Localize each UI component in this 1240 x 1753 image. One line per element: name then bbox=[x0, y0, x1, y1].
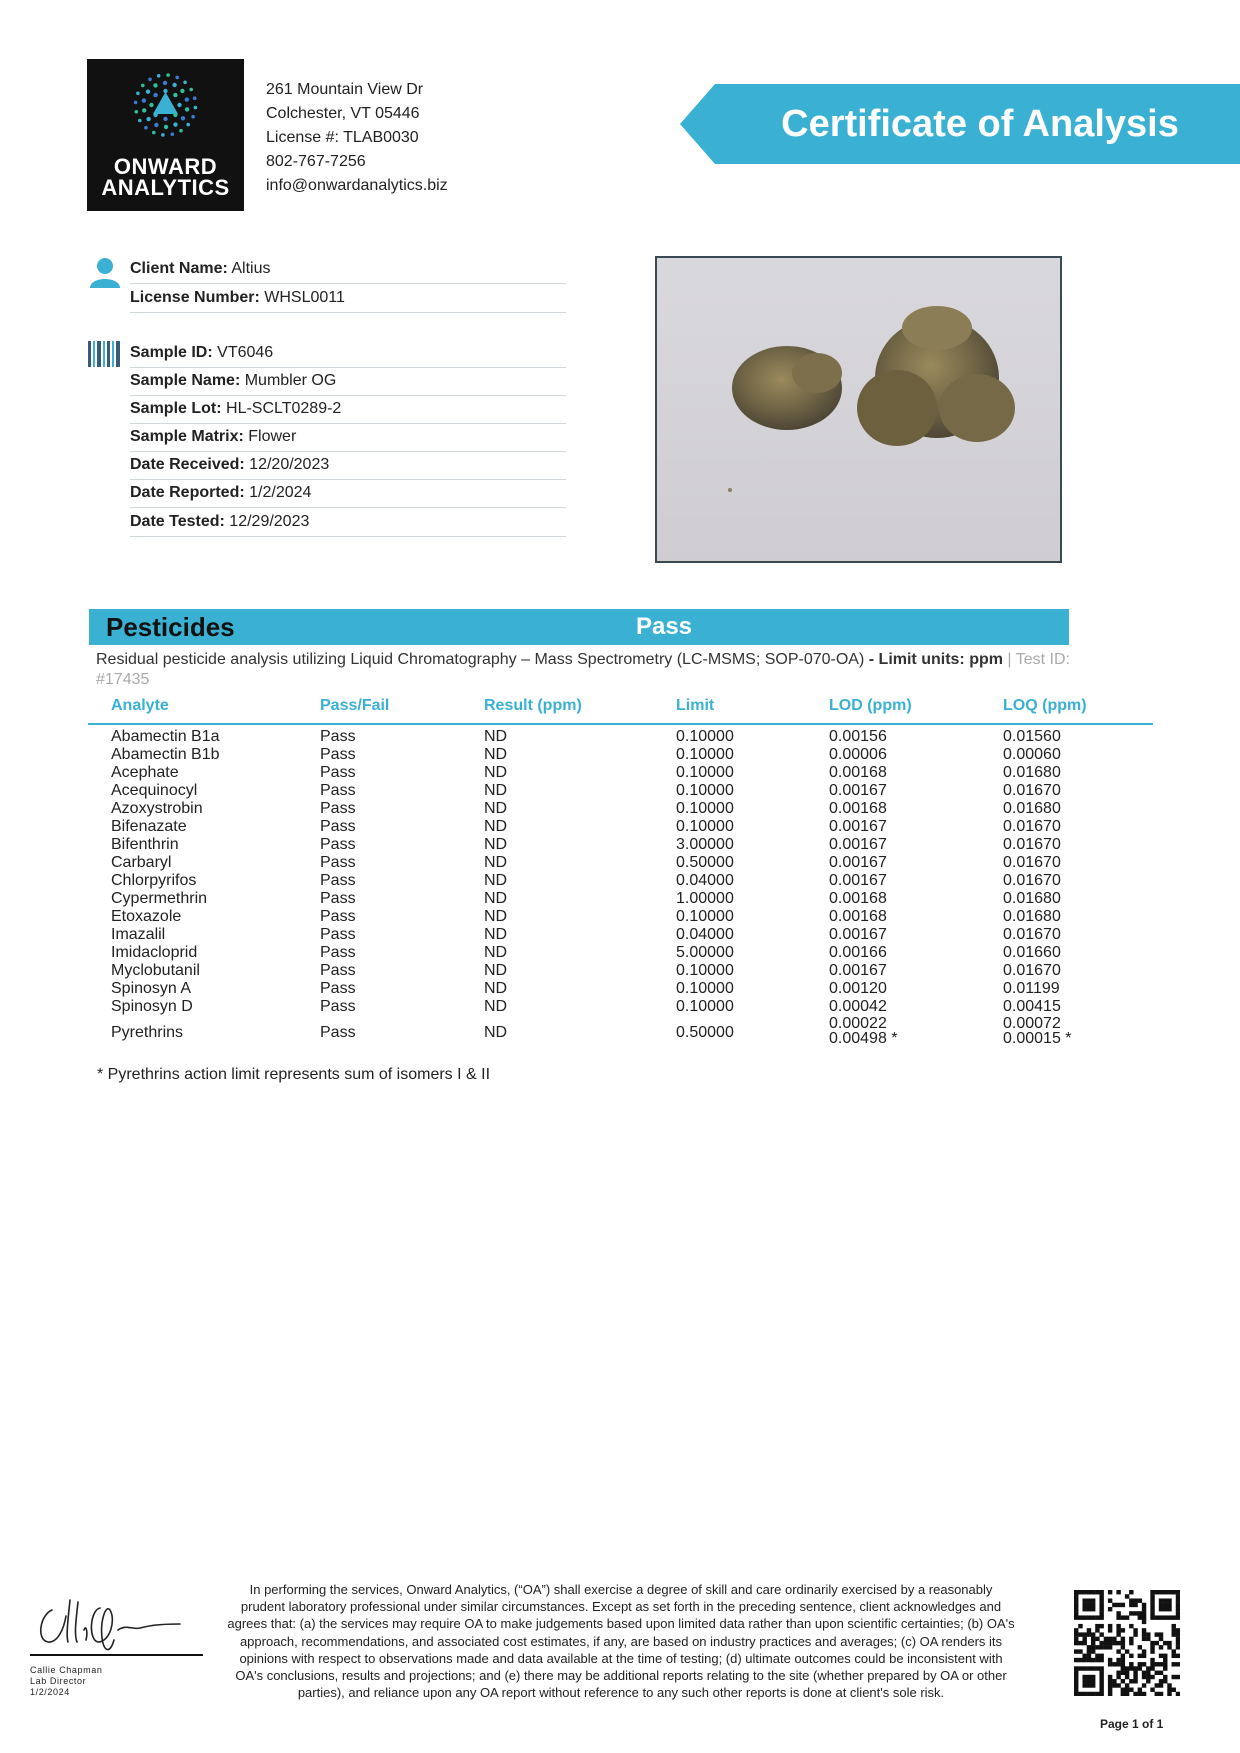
cell-lod: 0.00168 bbox=[829, 908, 887, 925]
page-title: Certificate of Analysis bbox=[781, 103, 1179, 145]
cell-result: ND bbox=[484, 890, 508, 907]
cell-pass-fail: Pass bbox=[320, 746, 356, 763]
date-tested-value: 12/29/2023 bbox=[229, 513, 310, 530]
table-row bbox=[88, 890, 1153, 908]
table-row bbox=[88, 818, 1153, 836]
table-row bbox=[88, 800, 1153, 818]
cell-analyte: Cypermethrin bbox=[111, 890, 208, 907]
cell-result: ND bbox=[484, 818, 508, 835]
cell-limit: 0.10000 bbox=[676, 962, 734, 979]
cell-pass-fail: Pass bbox=[320, 764, 356, 781]
cell-analyte: Acequinocyl bbox=[111, 782, 198, 799]
cell-lod: 0.00167 bbox=[829, 962, 887, 979]
cell-result: ND bbox=[484, 926, 508, 943]
sample-name-label: Sample Name: bbox=[130, 372, 241, 389]
cell-result: ND bbox=[484, 872, 508, 889]
sample-photo bbox=[655, 256, 1062, 563]
company-logo bbox=[87, 59, 244, 211]
cell-analyte: Bifenazate bbox=[111, 818, 187, 835]
address-phone: 802-767-7256 bbox=[266, 153, 366, 170]
cell-pass-fail: Pass bbox=[320, 962, 356, 979]
pesticides-table bbox=[88, 693, 1153, 1050]
sample-lot-label: Sample Lot: bbox=[130, 400, 222, 417]
signature-line bbox=[30, 1654, 203, 1656]
cell-pass-fail: Pass bbox=[320, 836, 356, 853]
cell-loq: 0.00060 bbox=[1003, 746, 1061, 763]
cell-lod: 0.00167 bbox=[829, 854, 887, 871]
address-street: 261 Mountain View Dr bbox=[266, 81, 424, 98]
pesticides-title: Pesticides bbox=[106, 612, 235, 642]
date-reported-value: 1/2/2024 bbox=[249, 484, 312, 501]
cell-lod: 0.00120 bbox=[829, 980, 887, 997]
cell-result: ND bbox=[484, 728, 508, 745]
cell-result: ND bbox=[484, 980, 508, 997]
cell-analyte: Carbaryl bbox=[111, 854, 172, 871]
cell-lod bbox=[829, 1016, 898, 1046]
table-row bbox=[88, 782, 1153, 800]
pyrethrins-note: * Pyrethrins action limit represents sum of isomers I & II bbox=[97, 1066, 491, 1083]
logo-text-line1: ONWARD bbox=[113, 154, 218, 179]
cell-result: ND bbox=[484, 962, 508, 979]
cell-lod-1: 0.00022 bbox=[829, 1015, 887, 1032]
cell-result: ND bbox=[484, 782, 508, 799]
col-header-lod: LOD (ppm) bbox=[829, 697, 912, 714]
cell-lod: 0.00168 bbox=[829, 764, 887, 781]
cell-loq: 0.01680 bbox=[1003, 908, 1061, 925]
barcode-icon bbox=[88, 341, 122, 367]
cell-loq: 0.01670 bbox=[1003, 818, 1061, 835]
sample-id-row bbox=[130, 339, 566, 368]
sample-flower-image bbox=[657, 258, 1060, 561]
page-number: Page 1 of 1 bbox=[1100, 1717, 1164, 1731]
method-text: Residual pesticide analysis utilizing Liquid Chromatography – Mass Spectrometry (LC-MSMS; SOP-070-OA) bbox=[96, 651, 865, 668]
cell-lod: 0.00168 bbox=[829, 890, 887, 907]
date-reported-row bbox=[130, 479, 566, 508]
cell-pass-fail: Pass bbox=[320, 1024, 356, 1041]
cell-pass-fail: Pass bbox=[320, 998, 356, 1015]
table-row bbox=[88, 872, 1153, 890]
cell-limit: 0.10000 bbox=[676, 908, 734, 925]
cell-lod: 0.00167 bbox=[829, 818, 887, 835]
cell-analyte: Acephate bbox=[111, 764, 179, 781]
lab-address bbox=[266, 78, 448, 198]
cell-analyte: Azoxystrobin bbox=[111, 800, 203, 817]
cell-lod: 0.00042 bbox=[829, 998, 887, 1015]
cell-loq bbox=[1003, 1016, 1072, 1046]
cell-lod: 0.00167 bbox=[829, 782, 887, 799]
table-row bbox=[88, 998, 1153, 1016]
col-header-loq: LOQ (ppm) bbox=[1003, 697, 1087, 714]
cell-loq: 0.01670 bbox=[1003, 926, 1061, 943]
cell-analyte: Abamectin B1a bbox=[111, 728, 220, 745]
address-email[interactable]: info@onwardanalytics.biz bbox=[266, 177, 448, 194]
cell-lod: 0.00166 bbox=[829, 944, 887, 961]
cell-loq: 0.01670 bbox=[1003, 836, 1061, 853]
date-reported-label: Date Reported: bbox=[130, 484, 245, 501]
pesticides-header bbox=[89, 609, 1069, 645]
cell-analyte: Spinosyn D bbox=[111, 998, 193, 1015]
table-body bbox=[88, 725, 1153, 1016]
sample-name-row bbox=[130, 367, 566, 396]
test-id: | Test ID: #17435 bbox=[96, 651, 1070, 688]
sample-lot-row bbox=[130, 395, 566, 424]
cell-limit: 0.10000 bbox=[676, 728, 734, 745]
table-row bbox=[88, 962, 1153, 980]
cell-loq: 0.01660 bbox=[1003, 944, 1061, 961]
cell-loq: 0.01670 bbox=[1003, 962, 1061, 979]
signature-image bbox=[30, 1580, 205, 1656]
limit-units: - Limit units: ppm bbox=[868, 651, 1003, 668]
table-header-row bbox=[88, 693, 1153, 725]
sample-matrix-row bbox=[130, 423, 566, 452]
date-received-value: 12/20/2023 bbox=[249, 456, 330, 473]
date-received-row bbox=[130, 451, 566, 480]
cell-result: ND bbox=[484, 944, 508, 961]
license-number-row bbox=[130, 284, 566, 313]
sample-lot-value: HL-SCLT0289-2 bbox=[226, 400, 342, 417]
cell-analyte: Imidacloprid bbox=[111, 944, 198, 961]
table-row bbox=[88, 944, 1153, 962]
cell-limit: 0.50000 bbox=[676, 1024, 734, 1041]
cell-analyte: Abamectin B1b bbox=[111, 746, 220, 763]
cell-limit: 0.10000 bbox=[676, 800, 734, 817]
cell-limit: 0.04000 bbox=[676, 872, 734, 889]
date-tested-label: Date Tested: bbox=[130, 513, 225, 530]
cell-limit: 0.10000 bbox=[676, 818, 734, 835]
table-row bbox=[88, 764, 1153, 782]
logo-dots-icon bbox=[87, 59, 244, 159]
address-city: Colchester, VT 05446 bbox=[266, 105, 420, 122]
table-row bbox=[88, 908, 1153, 926]
address-license: License #: TLAB0030 bbox=[266, 129, 419, 146]
date-received-label: Date Received: bbox=[130, 456, 245, 473]
user-icon bbox=[88, 256, 122, 290]
col-header-pass-fail: Pass/Fail bbox=[320, 697, 390, 714]
table-row bbox=[88, 926, 1153, 944]
cell-result: ND bbox=[484, 800, 508, 817]
sample-matrix-label: Sample Matrix: bbox=[130, 428, 244, 445]
sample-id-label: Sample ID: bbox=[130, 344, 213, 361]
cell-limit: 0.04000 bbox=[676, 926, 734, 943]
cell-lod: 0.00156 bbox=[829, 728, 887, 745]
pesticides-description bbox=[96, 650, 1116, 690]
signer-title: Lab Director bbox=[30, 1676, 87, 1686]
signer-block bbox=[30, 1665, 102, 1698]
cell-result: ND bbox=[484, 1024, 508, 1041]
table-row bbox=[88, 746, 1153, 764]
col-header-analyte: Analyte bbox=[111, 697, 169, 714]
client-name-value: Altius bbox=[231, 260, 271, 277]
cell-loq: 0.01670 bbox=[1003, 782, 1061, 799]
cell-pass-fail: Pass bbox=[320, 854, 356, 871]
cell-result: ND bbox=[484, 998, 508, 1015]
table-row bbox=[88, 836, 1153, 854]
cell-analyte: Bifenthrin bbox=[111, 836, 179, 853]
cell-loq: 0.01680 bbox=[1003, 890, 1061, 907]
cell-limit: 0.10000 bbox=[676, 980, 734, 997]
cell-result: ND bbox=[484, 908, 508, 925]
table-row-pyrethrins bbox=[88, 1016, 1153, 1050]
cell-limit: 0.10000 bbox=[676, 746, 734, 763]
cell-limit: 1.00000 bbox=[676, 890, 734, 907]
sample-name-value: Mumbler OG bbox=[244, 372, 337, 389]
cell-analyte: Spinosyn A bbox=[111, 980, 192, 997]
table-row bbox=[88, 728, 1153, 746]
cell-limit: 0.10000 bbox=[676, 764, 734, 781]
cell-pass-fail: Pass bbox=[320, 980, 356, 997]
cell-lod: 0.00167 bbox=[829, 926, 887, 943]
license-number-label: License Number: bbox=[130, 289, 260, 306]
logo-text-line2: ANALYTICS bbox=[101, 175, 230, 200]
cell-loq: 0.01199 bbox=[1003, 980, 1060, 997]
cell-loq: 0.01670 bbox=[1003, 872, 1061, 889]
cell-limit: 0.50000 bbox=[676, 854, 734, 871]
cell-pass-fail: Pass bbox=[320, 890, 356, 907]
cell-limit: 5.00000 bbox=[676, 944, 734, 961]
cell-lod-2: 0.00498 * bbox=[829, 1030, 898, 1047]
cell-analyte: Pyrethrins bbox=[111, 1024, 184, 1041]
cell-analyte: Chlorpyrifos bbox=[111, 872, 197, 889]
cell-analyte: Etoxazole bbox=[111, 908, 182, 925]
col-header-limit: Limit bbox=[676, 697, 715, 714]
cell-result: ND bbox=[484, 764, 508, 781]
sample-matrix-value: Flower bbox=[248, 428, 297, 445]
cell-analyte: Myclobutanil bbox=[111, 962, 200, 979]
cell-pass-fail: Pass bbox=[320, 800, 356, 817]
col-header-result: Result (ppm) bbox=[484, 697, 582, 714]
table-row bbox=[88, 980, 1153, 998]
cell-loq: 0.01680 bbox=[1003, 764, 1061, 781]
client-name-row bbox=[130, 255, 566, 284]
cell-lod: 0.00167 bbox=[829, 872, 887, 889]
qr-code-icon[interactable] bbox=[1074, 1590, 1180, 1696]
client-name-label: Client Name: bbox=[130, 260, 228, 277]
cell-pass-fail: Pass bbox=[320, 944, 356, 961]
cell-loq-2: 0.00015 * bbox=[1003, 1030, 1072, 1047]
sample-id-value: VT6046 bbox=[217, 344, 274, 361]
cell-pass-fail: Pass bbox=[320, 818, 356, 835]
cell-loq: 0.01680 bbox=[1003, 800, 1061, 817]
signed-date: 1/2/2024 bbox=[30, 1687, 70, 1697]
cell-loq: 0.00415 bbox=[1003, 998, 1061, 1015]
cell-result: ND bbox=[484, 836, 508, 853]
cell-result: ND bbox=[484, 746, 508, 763]
cell-lod: 0.00168 bbox=[829, 800, 887, 817]
cell-pass-fail: Pass bbox=[320, 908, 356, 925]
cell-pass-fail: Pass bbox=[320, 926, 356, 943]
table-row bbox=[88, 854, 1153, 872]
cell-pass-fail: Pass bbox=[320, 728, 356, 745]
cell-analyte: Imazalil bbox=[111, 926, 166, 943]
pesticides-status: Pass bbox=[635, 613, 693, 640]
date-tested-row bbox=[130, 508, 566, 537]
cell-loq-1: 0.00072 bbox=[1003, 1015, 1061, 1032]
cell-pass-fail: Pass bbox=[320, 782, 356, 799]
cell-limit: 3.00000 bbox=[676, 836, 734, 853]
cell-loq: 0.01670 bbox=[1003, 854, 1061, 871]
cell-limit: 0.10000 bbox=[676, 998, 734, 1015]
cell-pass-fail: Pass bbox=[320, 872, 356, 889]
cell-lod: 0.00006 bbox=[829, 746, 887, 763]
signer-name: Callie Chapman bbox=[30, 1665, 103, 1675]
cell-result: ND bbox=[484, 854, 508, 871]
license-number-value: WHSL0011 bbox=[264, 289, 345, 306]
cell-loq: 0.01560 bbox=[1003, 728, 1061, 745]
disclaimer-text: In performing the services, Onward Analytics, (“OA”) shall exercise a degree of skill and care ordinarily exercised by a reasonably prudent laboratory professional under similar circumstances. Except as set forth in the preceding sentence, client acknowledges and agrees that: (a) the services may require OA to make judgements based upon limited data rather than upon scientific certainties; (b) OA's approach, recommendations, and associated cost estimates, if any, are based on industry practices and averages; (c) OA renders its opinions with respect to observations made and data available at the time of testing; (d) ultimate outcomes could be inconsistent with OA's conclusions, results and projections; and (e) there may be additional reports relating to the site (whether prepared by OA or other parties), and reliance upon any OA report without reference to any such other reports is done at client's sole risk. bbox=[227, 1582, 1015, 1701]
cell-lod: 0.00167 bbox=[829, 836, 887, 853]
certificate-banner bbox=[680, 84, 1240, 164]
cell-limit: 0.10000 bbox=[676, 782, 734, 799]
